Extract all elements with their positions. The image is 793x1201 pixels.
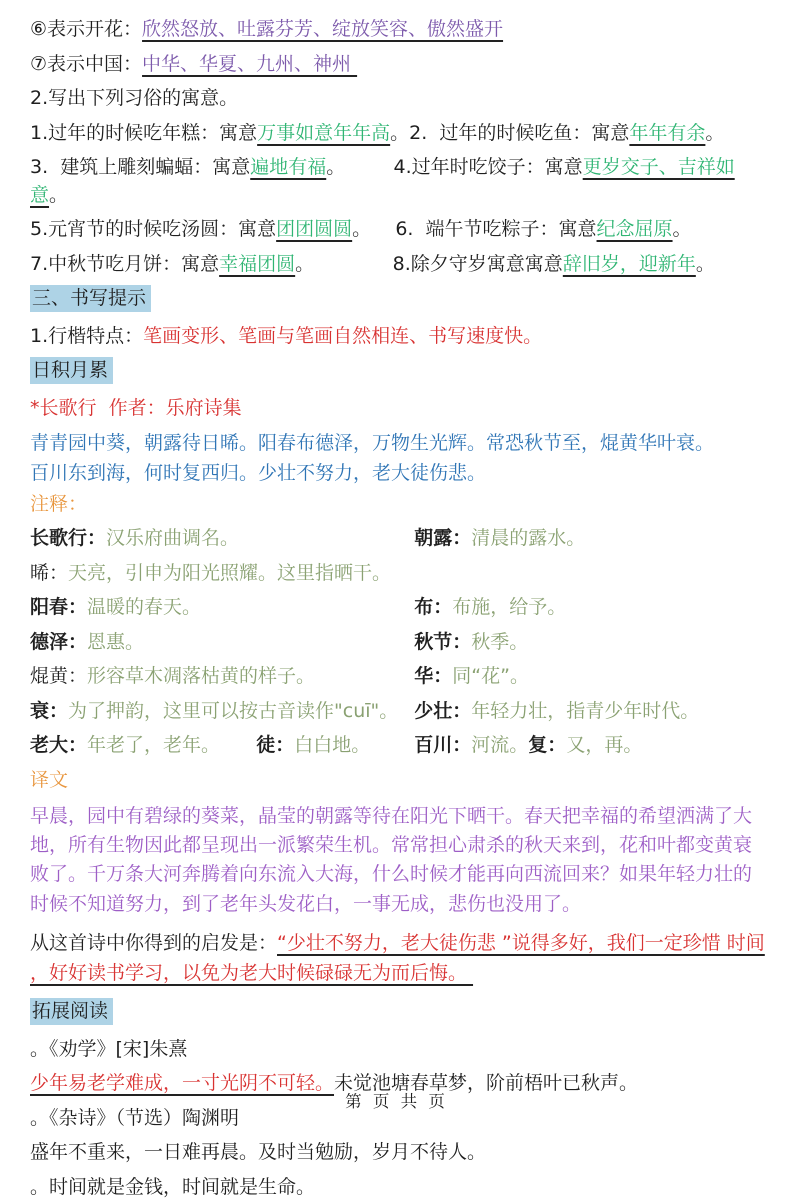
text-segment: 白白地。 <box>294 734 371 757</box>
quanxue-title <box>30 1036 769 1064</box>
text-segment: 为了押韵，这里可以按古音读作"cuī"。 <box>68 699 399 722</box>
text-segment: 温暖的春天。 <box>87 596 202 619</box>
text-segment: 纪念屈原 <box>596 218 673 241</box>
text-segment: 7.中秋节吃月饼：寓意 <box>30 252 220 275</box>
text-segment: 青青园中葵，朝露待日晞。阳春布德泽，万物生光辉。常恐秋节至，焜黄华叶衰。 <box>30 431 715 454</box>
poem-line-2 <box>30 460 769 488</box>
text-segment: 。 <box>672 218 692 241</box>
text-segment: 。《杂诗》（节选）陶渊明 <box>30 1106 240 1129</box>
note-row-2 <box>30 560 769 588</box>
zashi-poem <box>30 1139 769 1167</box>
text-segment: 欣然怒放、吐露芬芳、绽放笑容、傲然盛开 <box>142 18 504 40</box>
text-segment: ⑦表示中国： <box>30 52 143 75</box>
text-segment: 。《劝学》[宋]朱熹 <box>30 1037 188 1060</box>
poem-line-1 <box>30 430 769 458</box>
text-segment: 河流。 <box>471 734 529 757</box>
text-segment: 。 4.过年时吃饺子：寓意 <box>326 156 583 179</box>
text-segment: 年轻力壮，指青少年时代。 <box>471 699 700 722</box>
poem-title <box>30 395 769 423</box>
text-segment: 。 8.除夕守岁寓意寓意 <box>295 252 563 275</box>
text-segment: 。 <box>49 183 69 206</box>
note-right-column <box>414 594 769 622</box>
text-segment: 中华、华夏、九州、神州 <box>142 52 358 75</box>
section-header-writing <box>30 285 769 313</box>
note-left-column <box>30 629 414 657</box>
notes-header <box>30 491 769 519</box>
note-row-6 <box>30 698 769 726</box>
text-segment: “少壮不努力，老大徒伤悲 ”说得多好，我们一定珍惜 时间，好好读书学习，以免为老大时候碌碌无为而后悔。 <box>30 932 765 984</box>
text-segment: 阳春： <box>30 596 88 619</box>
text-segment: 百川： <box>414 734 472 757</box>
text-segment: 焜黄： <box>30 665 88 688</box>
text-segment: 百川东到海，何时复西归。少壮不努力，老大徒伤悲。 <box>30 462 487 485</box>
item-flower-words <box>30 16 769 44</box>
text-segment: 恩惠。 <box>87 630 145 653</box>
note-right-column <box>414 629 769 657</box>
text-segment: 辞旧岁，迎新年 <box>562 252 696 275</box>
text-segment: ⑥表示开花： <box>30 18 143 40</box>
text-segment: 1.行楷特点： <box>30 324 144 347</box>
text-segment: 万事如意年年高 <box>257 121 391 144</box>
text-segment: 译文 <box>30 769 69 792</box>
text-segment: 拓展阅读 <box>30 998 113 1025</box>
text-segment: 3. 建筑上雕刻蝙蝠：寓意 <box>30 156 251 179</box>
text-segment: 老大： <box>30 734 88 757</box>
text-segment: 日积月累 <box>30 357 113 384</box>
text-segment: 早晨，园中有碧绿的葵菜，晶莹的朝露等待在阳光下晒干。春天把幸福的希望洒满了大地，所有生物因此都呈现出一派繁荣生机。常常担心肃杀的秋天来到，花和叶都变黄衰败了。千万条大河奔腾着向东流入大海，什么时候才能再向西流回来？如果年轻力壮的时候不知道努力，到了老年头发花白，一事无成，悲伤也没用了。 <box>30 804 753 915</box>
text-segment: 又，再。 <box>566 734 643 757</box>
note-row-4 <box>30 629 769 657</box>
text-segment: 徒： <box>256 734 295 757</box>
xingkai-features <box>30 323 769 351</box>
text-segment: 德泽： <box>30 630 88 653</box>
note-left-column <box>30 525 414 553</box>
text-segment: 笔画变形、笔画与笔画自然相连、书写速度快。 <box>143 324 543 347</box>
item-china-words <box>30 51 769 79</box>
text-segment: 少壮： <box>414 699 472 722</box>
translation-paragraph <box>30 802 769 920</box>
text-segment: 。2. 过年的时候吃鱼：寓意 <box>390 121 630 144</box>
inspiration-answer <box>30 929 769 988</box>
text-segment: 年年有余 <box>629 121 706 144</box>
section-header-extended-reading <box>30 998 769 1026</box>
text-segment: 布施，给予。 <box>452 596 567 619</box>
custom-item-7-8 <box>30 251 769 279</box>
note-right-column <box>414 525 769 553</box>
text-segment: 复： <box>528 734 567 757</box>
note-left-column <box>30 663 414 691</box>
note-row-5 <box>30 663 769 691</box>
text-segment: 。 6. 端午节吃粽子：寓意 <box>352 218 597 241</box>
text-segment: 少年易老学难成，一寸光阴不可轻。 <box>30 1072 335 1095</box>
custom-item-1-2 <box>30 120 769 148</box>
text-segment: 注释： <box>30 492 88 515</box>
text-segment: 盛年不重来，一日难再晨。及时当勉励，岁月不待人。 <box>30 1141 487 1164</box>
text-segment: 2.写出下列习俗的寓意。 <box>30 87 239 110</box>
translation-header <box>30 767 769 795</box>
custom-item-5-6 <box>30 216 769 244</box>
note-left-column <box>30 594 414 622</box>
text-segment: 清晨的露水。 <box>471 527 586 550</box>
note-row-1 <box>30 525 769 553</box>
text-segment: 汉乐府曲调名。 <box>106 527 240 550</box>
text-segment: 。 <box>705 121 725 144</box>
note-right-column <box>414 698 769 726</box>
text-segment: 三、书写提示 <box>30 285 151 312</box>
text-segment: 朝露： <box>414 527 472 550</box>
text-segment: 。时间就是金钱，时间就是生命。 <box>30 1175 316 1198</box>
text-segment: 未觉池塘春草梦，阶前梧叶已秋声。 <box>334 1072 639 1095</box>
text-segment: 天亮，引申为阳光照耀。这里指晒干。 <box>68 561 392 584</box>
text-segment: 1.过年的时候吃年糕：寓意 <box>30 121 258 144</box>
text-segment <box>220 734 256 756</box>
text-segment: *长歌行 作者：乐府诗集 <box>30 397 242 420</box>
note-left-column <box>30 732 414 760</box>
text-segment: 年老了，老年。 <box>87 734 221 757</box>
text-segment: 布： <box>414 596 453 619</box>
text-segment: 华： <box>414 665 453 688</box>
text-segment: 遍地有福 <box>250 156 327 179</box>
time-saying <box>30 1174 769 1201</box>
text-segment: 秋节： <box>414 630 472 653</box>
text-segment: 秋季。 <box>471 630 529 653</box>
text-segment: 同“花”。 <box>452 665 529 688</box>
text-segment: 晞： <box>30 561 69 584</box>
note-row-7 <box>30 732 769 760</box>
text-segment: 5.元宵节的时候吃汤圆：寓意 <box>30 218 277 241</box>
text-segment: 衰： <box>30 699 69 722</box>
note-right-column <box>414 732 769 760</box>
custom-item-3-4 <box>30 154 769 209</box>
section-header-accumulation <box>30 357 769 385</box>
note-left-column <box>30 698 414 726</box>
note-right-column <box>414 663 769 691</box>
page-footer: 第 页 共 页 <box>345 1092 448 1111</box>
text-segment: 团团圆圆 <box>276 218 353 241</box>
note-row-3 <box>30 594 769 622</box>
text-segment: 更岁交子、吉祥如意 <box>30 156 735 206</box>
text-segment: 从这首诗中你得到的启发是： <box>30 932 278 955</box>
text-segment: 长歌行： <box>30 527 107 550</box>
question-2-title <box>30 85 769 113</box>
text-segment: 幸福团圆 <box>219 252 296 275</box>
text-segment: 。 <box>695 252 715 275</box>
text-segment: 形容草木凋落枯黄的样子。 <box>87 665 316 688</box>
